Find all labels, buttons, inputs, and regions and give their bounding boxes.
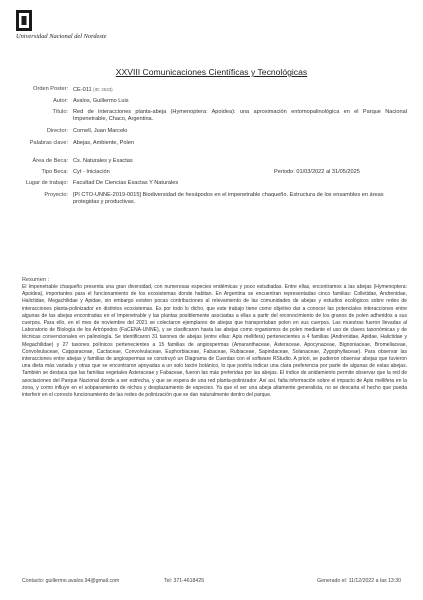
footer-generated: Generado el: 11/12/2022 a las 13:30 bbox=[317, 578, 401, 584]
university-name: Universidad Nacional del Nordeste bbox=[16, 33, 107, 40]
poster-order: CE-011 bbox=[73, 87, 92, 93]
field-label: Área de Beca: bbox=[32, 158, 68, 164]
scholarship-area: Cs. Naturales y Exactas bbox=[73, 158, 133, 164]
scholarship-type: Cyt - Iniciación bbox=[73, 169, 110, 175]
event-title: XXVIII Comunicaciones Científicas y Tecnológicas bbox=[115, 67, 308, 77]
field-label: Tipo Beca: bbox=[41, 169, 68, 175]
footer-contact: Contacto: guillermo.avalos.94@gmail.com bbox=[22, 578, 120, 584]
scholarship-period: Periodo: 01/03/2022 al 31/05/2025 bbox=[274, 169, 360, 175]
work-title: Red de interacciones planta-abeja (Hymenoptera: Apoidea): una aproximación entomopalinológica en el Parque Nacional Impenetrable, Chaco, Argentina. bbox=[73, 109, 407, 123]
resumen-heading: Resumen : bbox=[22, 277, 50, 283]
project: [PI CTO-UNNE-2019-0015] Biodiversidad de hexápodos en el impenetrable chaqueño. Estructura de los ensambles en áreas protegidas y productivas. bbox=[73, 192, 384, 206]
resumen-text: El Impenetrable chaqueño presenta una gran diversidad, con numerosas especies endémicas y poco estudiadas. Entre ellas, encontramos a las abejas (Hymenoptera: Apoidea), importantes para el funcionamiento de los ecosistemas donde habitan. En Argentina se encuentran representadas cinco familias: Colletidae, Andrenidae, Halictidae, Megachilidae y Apidae, sin embargo existen pocas contribuciones al relevamiento de las comunidades de abejas y estudios ecológicos sobre redes de interacciones planta-polinizador en distintos ecosistemas. Es por todo lo dicho, que este trabajo tiene como objetivo dar a conocer las potenciales interacciones entre algunas de las abejas encontradas en el Impenetrable y las plantas posiblemente asociadas a ellas a partir del reconocimiento de los granos de polen adheridos a sus cuerpos. Para ello, en el mes de noviembre del 2021 se colectaron ejemplares de abejas que transportaban polen en sus cuerpos. Las muestras fueron llevadas al Laboratorio de Biología de los Artrópodos (FaCENA-UNNE), y se clasificaron hasta las abejas como organismos de polen mediante el uso de claves taxonómicas y de técnicas convencionales en palinología. Se identificaron 31 taxones de abejas (entre ellas: Apis mellifera) pertenecientes a 4 familias (Andrenidae, Apidae, Halictidae y Megachilidae) y 27 taxones polínicos pertenecientes a 15 familias de angiospermas (Amaranthaceae, Asteraceae, Apocynaceae, Bignoniaceae, Bromeliaceae, Convolvulaceae, Capparaceae, Cactaceae, Convolvulaceae, Euphorbiaceae, Fabaceae, Rubiaceae, Sapindaceae, Solanaceae, Zygophyllaceae). Para observar las interacciones entre abejas y familias de angiospermas se construyó un Diagrama de Cuerdas con el software RStudio. A priori, se pudieron observar abejas que tuvieron una dieta más variada y otras que se encontraron apoyadas a un solo taxón botánico, lo que podría indicar una clara preferencia por parte de algunas de estas abejas. También se destaca que las familias vegetales Asteraceae y Fabaceae, fueron las más preferidas por las abejas. El índice de anidamiento permite observar que la red de asociaciones del Parque Nacional donde a ser estrecha, y que se espera de una red planta-polinizador. Así así, falta información sobre el impacto de Apis mellifera en la zona, y como influye en el sobparamiento de nichos y desplazamiento de especies. Ya que el ser una abeja altamente generalista, no se descarta el hecho que pueda interferir en el correcto funcionamiento de las redes de polinización que se dan naturalmente dentro del parque. bbox=[22, 284, 407, 399]
poster-id: (ID: 2533) bbox=[93, 87, 113, 92]
footer-phone: Tel: 371-4618425 bbox=[164, 578, 205, 584]
university-logo bbox=[16, 10, 106, 40]
workplace: Facultad De Ciencias Exactas Y Naturales bbox=[73, 180, 179, 186]
field-label: Lugar de trabajo: bbox=[25, 180, 68, 186]
field-label: Director: bbox=[46, 128, 68, 134]
field-label: Proyecto: bbox=[44, 192, 68, 198]
field-value bbox=[73, 86, 407, 94]
field-label: Palabras clave: bbox=[29, 140, 68, 146]
director-name: Cornell, Juan Marcelo bbox=[73, 128, 128, 134]
field-label: Orden Poster: bbox=[33, 86, 68, 92]
university-seal-icon bbox=[16, 10, 32, 31]
field-label: Título: bbox=[52, 109, 68, 115]
field-label: Autor: bbox=[53, 98, 68, 104]
author-name: Avalos, Guillermo Luis bbox=[73, 98, 129, 104]
keywords: Abejas, Ambiente, Polen bbox=[73, 140, 134, 146]
